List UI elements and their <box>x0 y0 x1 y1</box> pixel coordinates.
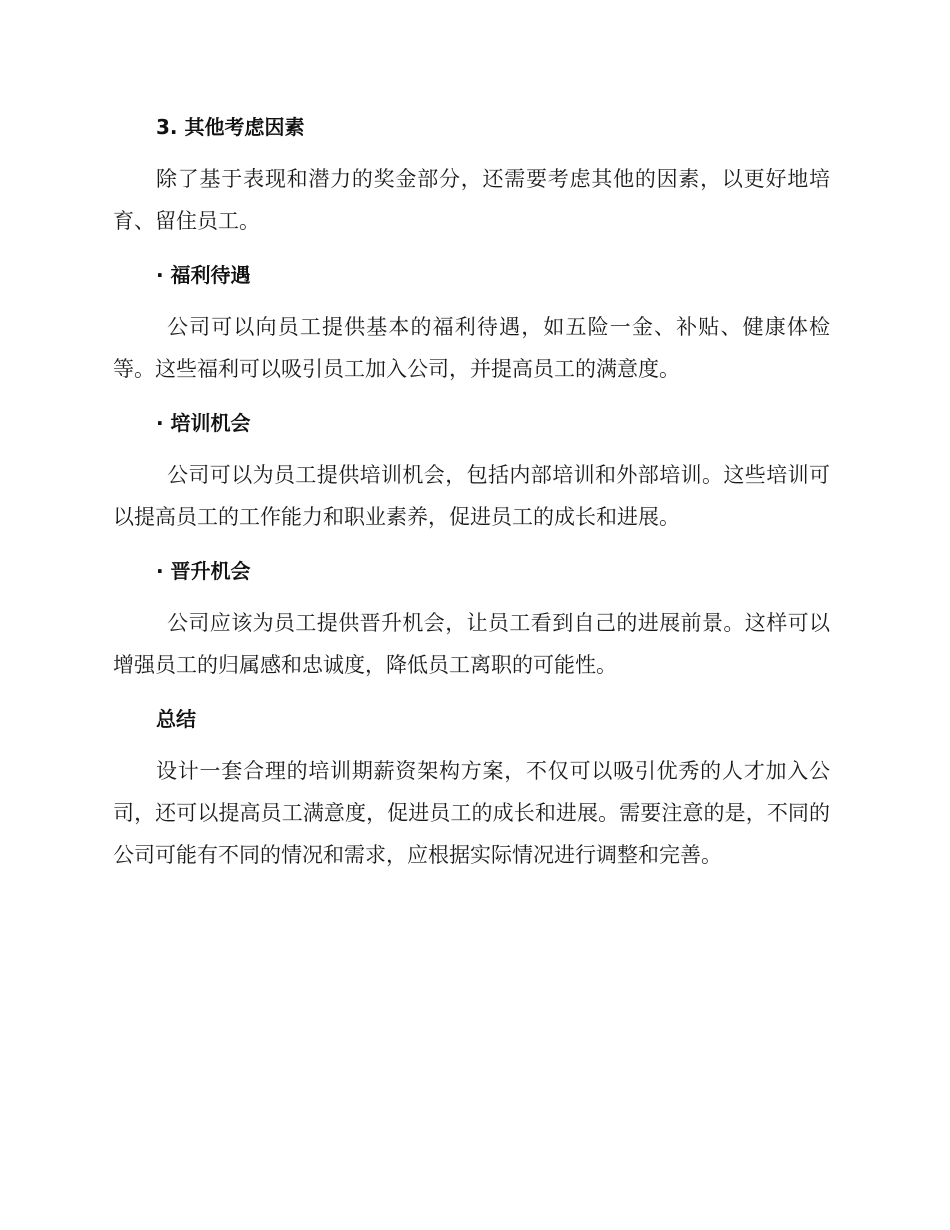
subheading-promotion: · 晋升机会 <box>156 559 251 583</box>
paragraph-promotion: 公司应该为员工提供晋升机会，让员工看到自己的进展前景。这样可以增强员工的归属感和忠诚度，降低员工离职的可能性。 <box>113 611 830 677</box>
subheading-training: · 培训机会 <box>156 411 251 435</box>
paragraph-benefits: 公司可以向员工提供基本的福利待遇，如五险一金、补贴、健康体检等。这些福利可以吸引员工加入公司，并提高员工的满意度。 <box>113 315 830 381</box>
subheading-benefits: · 福利待遇 <box>156 263 251 287</box>
paragraph-training: 公司可以为员工提供培训机会，包括内部培训和外部培训。这些培训可以提高员工的工作能力和职业素养，促进员工的成长和进展。 <box>113 463 830 529</box>
paragraph-summary: 设计一套合理的培训期薪资架构方案，不仅可以吸引优秀的人才加入公司，还可以提高员工满意度，促进员工的成长和进展。需要注意的是，不同的公司可能有不同的情况和需求，应根据实际情况进行调整和完善。 <box>113 759 830 867</box>
section-heading-other-factors: 3. 其他考虑因素 <box>156 115 305 139</box>
section-heading-summary: 总结 <box>156 707 196 731</box>
paragraph-other-factors-intro: 除了基于表现和潜力的奖金部分，还需要考虑其他的因素，以更好地培育、留住员工。 <box>113 167 830 233</box>
document-body <box>113 110 830 892</box>
